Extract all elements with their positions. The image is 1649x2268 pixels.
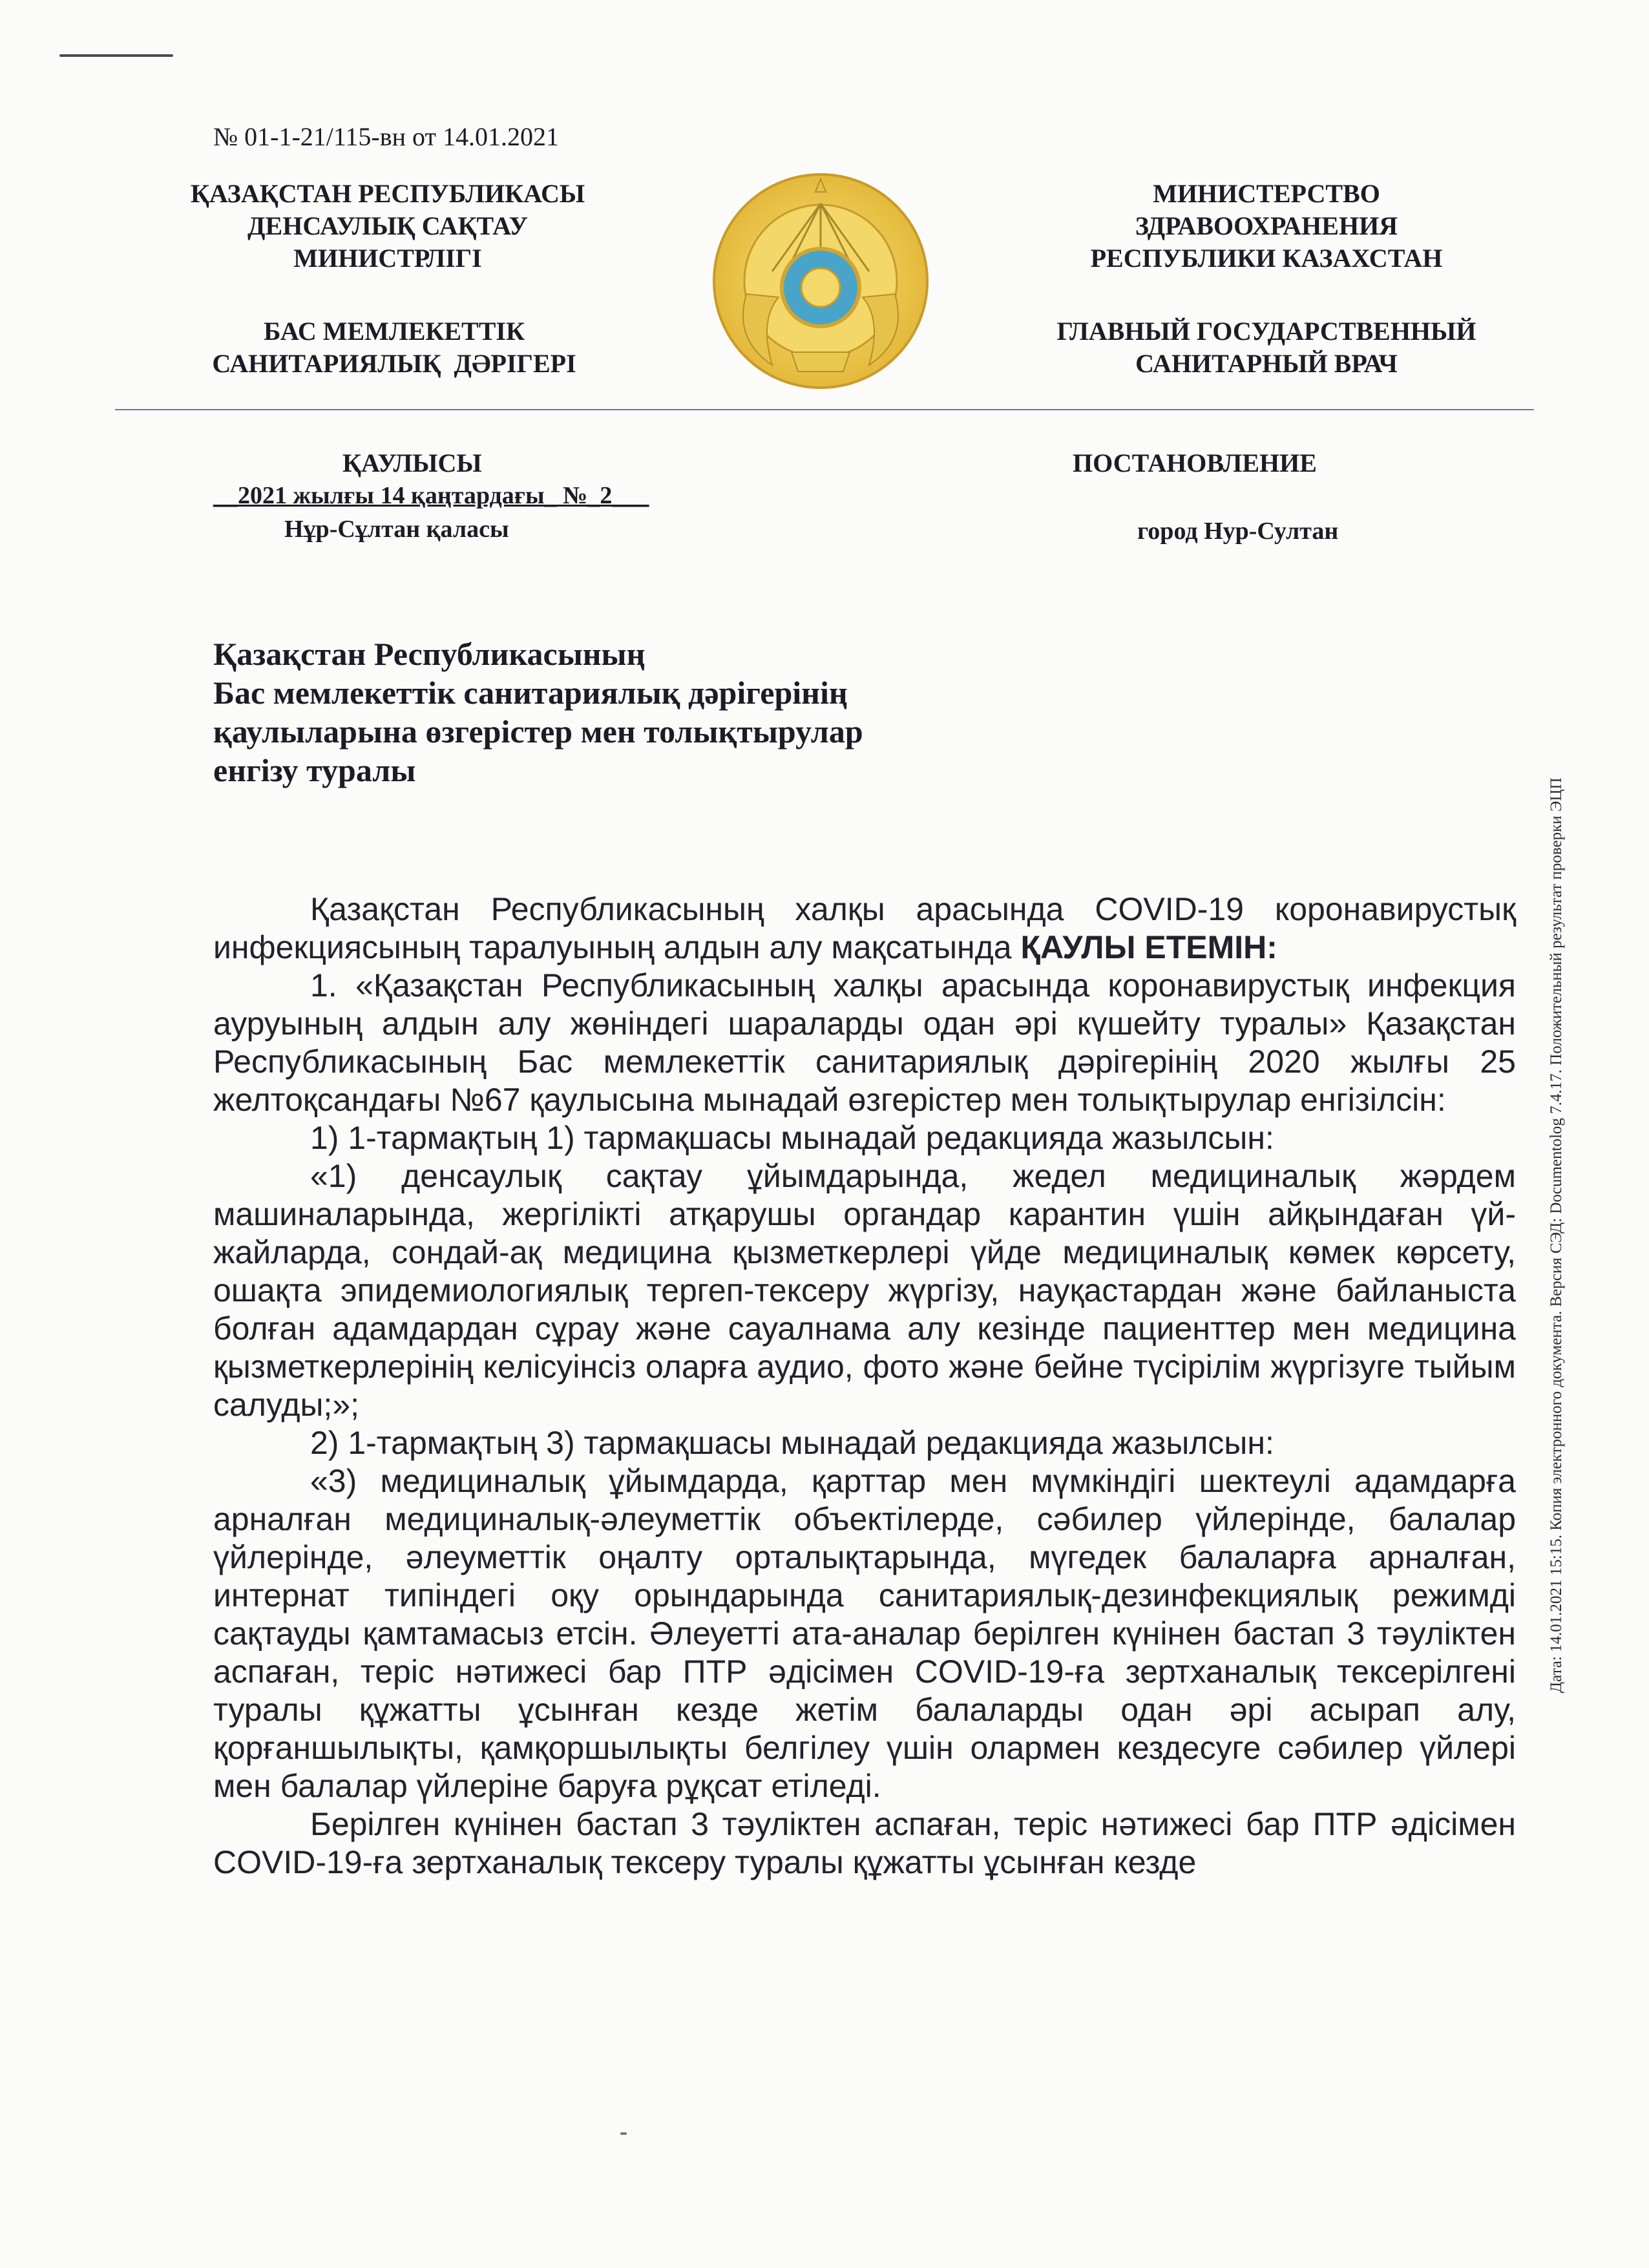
paragraph: 1) 1-тармақтың 1) тармақшасы мынадай редакцияда жазылсын: bbox=[310, 1120, 1274, 1156]
document-title bbox=[213, 635, 1053, 790]
document-body bbox=[213, 890, 1516, 1882]
paragraph: Берілген күнінен бастап 3 тәуліктен аспаған, теріс нәтижесі бар ПТР әдісімен COVID-19-ға зертханалық тексеру туралы құжатты ұсынған кезде bbox=[213, 1806, 1516, 1880]
edms-verification-stamp: Дата: 14.01.2021 15:15. Копия электронного документа. Версия СЭД: Documentolog 7.4.17. Положительный результат проверки ЭЦП bbox=[1548, 777, 1565, 1693]
title-line: Бас мемлекеттік санитариялық дәрігерінің bbox=[213, 675, 848, 711]
header-line: ЗДРАВООХРАНЕНИЯ bbox=[1135, 211, 1398, 240]
header-line: МИНИСТЕРСТВО bbox=[1153, 179, 1380, 208]
decree-city-ru: город Нур-Султан bbox=[1137, 518, 1339, 545]
header-ru-ministry bbox=[1008, 178, 1525, 275]
title-line: Қазақстан Республикасының bbox=[213, 636, 646, 672]
header-ru-officer bbox=[969, 315, 1564, 380]
state-emblem-icon bbox=[695, 165, 947, 397]
decree-city-kz: Нұр-Сұлтан қаласы bbox=[284, 516, 509, 543]
header-kz-officer bbox=[168, 315, 620, 380]
header-line: ДЕНСАУЛЫҚ САҚТАУ bbox=[247, 211, 528, 240]
paragraph-text: Қазақстан Республикасының халқы арасында COVID-19 коронавирустық инфекциясының таралуының алдын алу мақсатында bbox=[213, 891, 1516, 965]
header-line: ҚАЗАҚСТАН РЕСПУБЛИКАСЫ bbox=[190, 179, 585, 208]
scan-speck bbox=[620, 2132, 627, 2135]
header-line: РЕСПУБЛИКИ КАЗАХСТАН bbox=[1090, 244, 1443, 273]
title-line: қаулыларына өзгерістер мен толықтырулар bbox=[213, 713, 863, 750]
paragraph: 2) 1-тармақтың 3) тармақшасы мынадай редакцияда жазылсын: bbox=[310, 1425, 1274, 1461]
registration-number: № 01-1-21/115-вн от 14.01.2021 bbox=[213, 122, 559, 151]
decree-date-number: __2021 жылғы 14 қаңтардағы_ №_2___ bbox=[213, 482, 649, 509]
scan-mark bbox=[59, 54, 173, 57]
paragraph: 1. «Қазақстан Республикасының халқы арасында коронавирустық инфекция ауруының алдын алу жөніндегі шараларды одан әрі күшейту туралы» Қазақстан Республикасының Бас мемлекеттік санитариялық дәрігерінің 2020 жылғы 25 желтоқсандағы №67 қаулысына мынадай өзгерістер мен толықтырулар енгізілсін: bbox=[213, 967, 1516, 1118]
paragraph bbox=[213, 890, 1516, 967]
decree-resolution: ҚАУЛЫ ЕТЕМІН: bbox=[1020, 929, 1277, 965]
header-divider bbox=[115, 409, 1534, 410]
decree-label-kz: ҚАУЛЫСЫ bbox=[342, 448, 482, 478]
header-line: САНИТАРНЫЙ ВРАЧ bbox=[1135, 349, 1398, 378]
header-line: ГЛАВНЫЙ ГОСУДАРСТВЕННЫЙ bbox=[1056, 317, 1476, 346]
header-line: МИНИСТРЛІГІ bbox=[293, 244, 482, 273]
header-kz-ministry bbox=[129, 178, 646, 275]
paragraph: «3) медициналық ұйымдарда, қарттар мен мүмкіндігі шектеулі адамдарға арналған медициналық-әлеуметтік объектілерде, сәбилер үйлерінде, балалар үйлерінде, әлеуметтік оңалту орталықтарында, мүгедек балаларға арналған, интернат типіндегі оқу орындарында санитариялық-дезинфекциялық режимді сақтауды қамтамасыз етсін. Әлеуетті ата-аналар берілген күнінен бастап 3 тәуліктен аспаған, теріс нәтижесі бар ПТР әдісімен COVID-19-ға зертханалық тексерілгені туралы құжатты ұсынған кезде жетім балаларды одан әрі асырап алу, қорғаншылықты, қамқоршылықты белгілеу үшін олармен кездесуге сәбилер үйлері мен балалар үйлеріне баруға рұқсат етіледі. bbox=[213, 1463, 1516, 1804]
decree-label-ru: ПОСТАНОВЛЕНИЕ bbox=[1073, 448, 1317, 478]
paragraph: «1) денсаулық сақтау ұйымдарында, жедел медициналық жәрдем машиналарында, жергілікті атқарушы органдар карантин үшін айқындаған үй-жайларда, сондай-ақ медицина қызметкерлері үйде медициналық көмек көрсету, ошақта эпидемиологиялық тергеп-тексеру жүргізу, науқастардан және байланыста болған адамдардан сұрау және сауалнама алу кезінде пациенттер мен медицина қызметкерлерінің келісуінсіз оларға аудио, фото және бейне түсірілім жүргізуге тыйым салуды;»; bbox=[213, 1158, 1516, 1423]
header-line: САНИТАРИЯЛЫҚ ДӘРІГЕРІ bbox=[212, 349, 576, 378]
header-line: БАС МЕМЛЕКЕТТІК bbox=[264, 317, 525, 346]
title-line: енгізу туралы bbox=[213, 752, 416, 788]
